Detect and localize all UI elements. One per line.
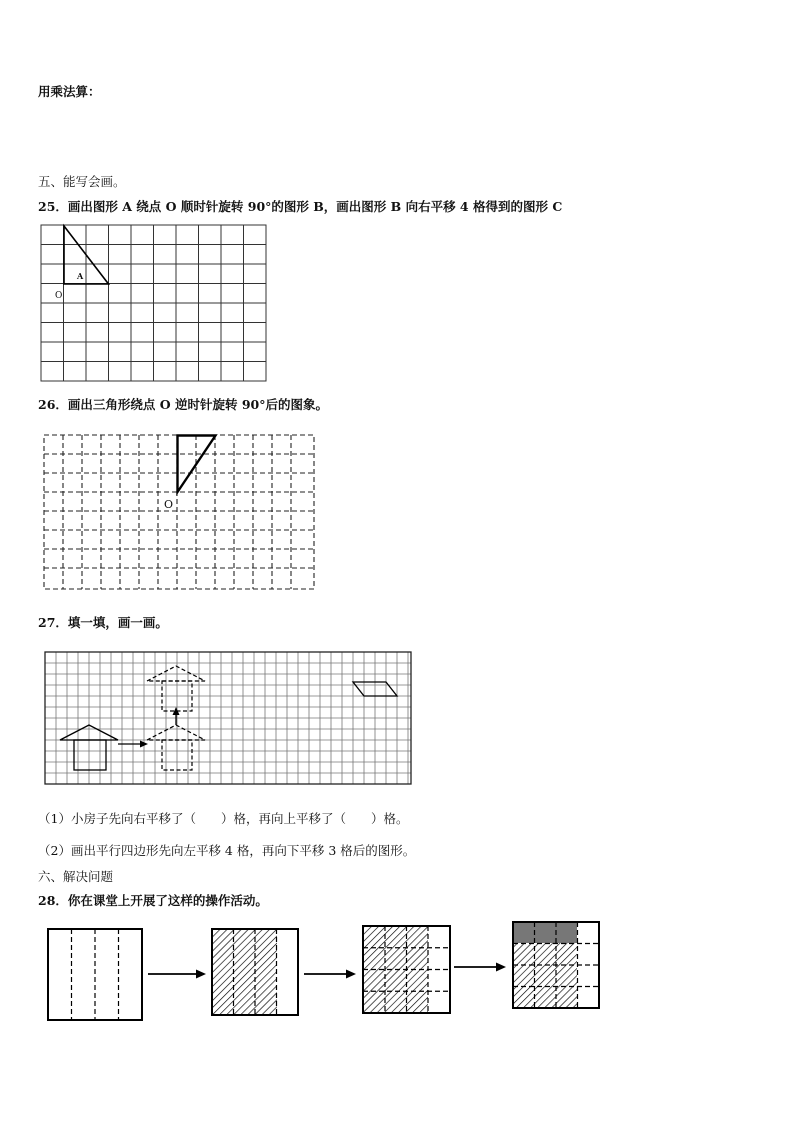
panel-2-shaded-parts [212,929,298,1015]
q25-grid-figure [40,224,268,384]
panel-1-folded-square [48,929,142,1020]
question-25-text: 25．画出图形 A 绕点 O 顺时针旋转 90°的图形 B，画出图形 B 向右平移 4 格得到的图形 C [38,199,563,214]
q27-grid-figure [44,651,413,786]
label-a: A [77,271,84,281]
section-five-heading: 五、能写会画。 [38,174,126,189]
arrow-icon-1 [148,970,206,979]
house-translated-up [147,666,205,711]
q28-operation-figure [40,918,606,1028]
question-27-sub2: （2）画出平行四边形先向左平移 4 格，再向下平移 3 格后的图形。 [38,843,416,858]
arrow-icon-3 [454,963,506,972]
multiply-label: 用乘法算： [38,84,101,99]
label-o: O [55,291,63,301]
section-six-heading: 六、解决问题 [38,869,114,884]
panel-4-double-shaded [513,922,599,1008]
house-translated-right [147,725,205,770]
arrow-up-icon [173,707,180,725]
question-26-text: 26．画出三角形绕点 O 逆时针旋转 90°后的图象。 [38,397,328,412]
question-27-text: 27．填一填，画一画。 [38,615,168,630]
arrow-icon-2 [304,970,356,979]
panel-3-refolded [363,926,450,1013]
question-27-sub1: （1）小房子先向右平移了（ ）格，再向上平移了（ ）格。 [38,811,409,826]
q26-dashed-grid-figure [43,434,315,591]
point-o-label: O [164,498,174,511]
question-28-text: 28．你在课堂上开展了这样的操作活动。 [38,893,268,908]
